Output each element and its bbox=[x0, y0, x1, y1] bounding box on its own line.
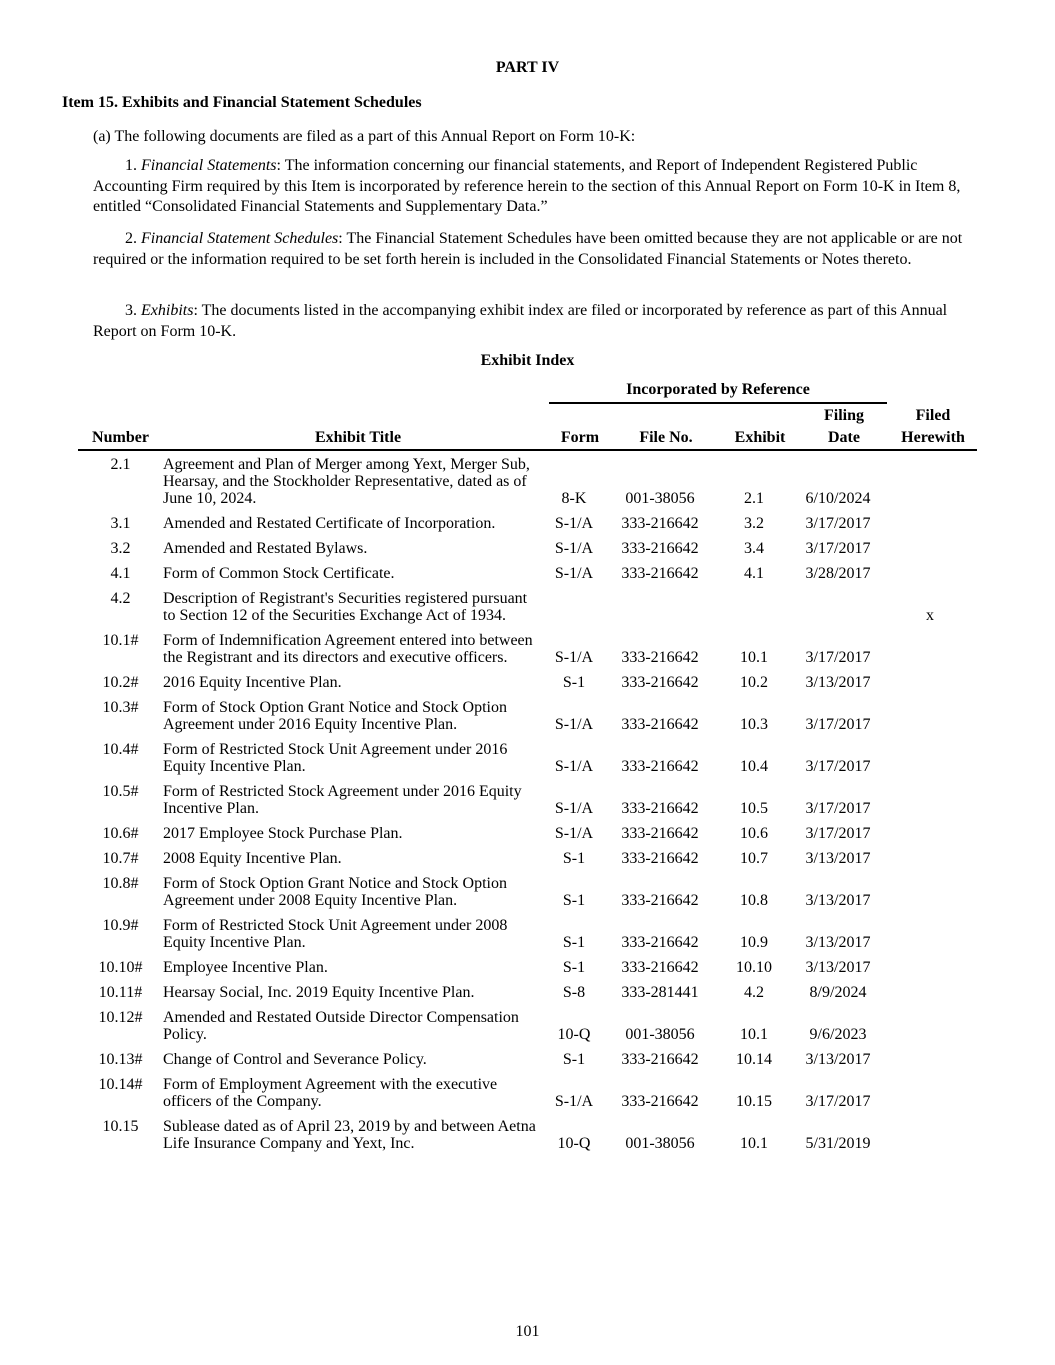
exhibit-filed-herewith bbox=[883, 847, 977, 872]
exhibit-filing-date: 3/17/2017 bbox=[805, 716, 871, 733]
exhibit-rows bbox=[78, 453, 977, 1157]
table-row bbox=[78, 738, 977, 780]
table-row bbox=[78, 696, 977, 738]
exhibit-title: Form of Stock Option Grant Notice and Stock Option Agreement under 2008 Equity Incentive Plan. bbox=[163, 875, 507, 909]
exhibit-filing-date: 3/28/2017 bbox=[805, 565, 871, 582]
exhibit-ref: 3.4 bbox=[744, 540, 764, 557]
exhibit-form: 10-Q bbox=[557, 1135, 591, 1152]
table-row bbox=[78, 537, 977, 562]
exhibit-number: 10.12# bbox=[98, 1009, 143, 1026]
exhibit-form: S-1/A bbox=[554, 800, 594, 817]
filing-date-line1: Filing bbox=[823, 407, 864, 424]
exhibit-title: 2016 Equity Incentive Plan. bbox=[163, 674, 342, 691]
exhibit-title: Employee Incentive Plan. bbox=[163, 959, 328, 976]
exhibit-number: 10.2# bbox=[102, 674, 139, 691]
table-row bbox=[78, 914, 977, 956]
exhibit-file-no: 333-216642 bbox=[621, 565, 699, 582]
exhibit-file-no: 333-216642 bbox=[621, 515, 699, 532]
intro-paragraph-exhibits bbox=[93, 301, 983, 342]
exhibit-filed-herewith bbox=[883, 1006, 977, 1048]
item-title: Item 15. Exhibits and Financial Statement Schedules bbox=[62, 94, 422, 111]
exhibits-table bbox=[78, 453, 977, 1157]
intro-paragraph-a bbox=[93, 127, 983, 148]
column-header-filed-herewith bbox=[889, 405, 977, 449]
exhibit-form: S-1/A bbox=[554, 1093, 594, 1110]
exhibit-number: 10.1# bbox=[102, 632, 139, 649]
exhibit-number: 10.11# bbox=[98, 984, 143, 1001]
exhibit-file-no: 333-216642 bbox=[621, 716, 699, 733]
exhibit-index-title: Exhibit Index bbox=[480, 352, 575, 369]
table-row bbox=[78, 587, 977, 629]
exhibit-filed-herewith bbox=[883, 629, 977, 671]
exhibit-filed-herewith bbox=[883, 696, 977, 738]
exhibit-file-no: 333-281441 bbox=[621, 984, 699, 1001]
exhibit-file-no: 333-216642 bbox=[621, 850, 699, 867]
table-row bbox=[78, 453, 977, 512]
table-row bbox=[78, 780, 977, 822]
exhibit-filed-herewith bbox=[883, 981, 977, 1006]
intro-a-text: (a) The following documents are filed as a part of this Annual Report on Form 10-K: bbox=[93, 128, 636, 145]
exhibit-form bbox=[543, 587, 605, 629]
exhibit-filed-herewith bbox=[883, 453, 977, 512]
exhibit-title: Sublease dated as of April 23, 2019 by and between Aetna Life Insurance Company and Yext, Inc. bbox=[163, 1118, 536, 1152]
exhibit-title: Form of Stock Option Grant Notice and Stock Option Agreement under 2016 Equity Incentive Plan. bbox=[163, 699, 507, 733]
exhibit-ref: 10.3 bbox=[740, 716, 768, 733]
exhibit-file-no: 333-216642 bbox=[621, 959, 699, 976]
exhibit-ref: 10.14 bbox=[736, 1051, 772, 1068]
exhibit-filing-date: 3/17/2017 bbox=[805, 1093, 871, 1110]
exhibit-form: S-1 bbox=[562, 1051, 586, 1068]
exhibit-filed-herewith bbox=[883, 956, 977, 981]
exhibit-file-no: 333-216642 bbox=[621, 1051, 699, 1068]
exhibit-ref: 10.7 bbox=[740, 850, 768, 867]
exhibit-filed-herewith bbox=[883, 512, 977, 537]
column-header-filing-date bbox=[799, 405, 889, 449]
exhibit-filed-herewith bbox=[883, 537, 977, 562]
exhibit-filing-date: 3/13/2017 bbox=[805, 959, 871, 976]
table-row bbox=[78, 981, 977, 1006]
exhibit-title: Form of Restricted Stock Unit Agreement under 2016 Equity Incentive Plan. bbox=[163, 741, 508, 775]
exhibit-ref: 10.9 bbox=[740, 934, 768, 951]
exhibit-file-no: 333-216642 bbox=[621, 892, 699, 909]
exhibit-form: S-1/A bbox=[554, 515, 594, 532]
p1-label: Financial Statements bbox=[141, 157, 277, 174]
exhibit-title: Form of Restricted Stock Unit Agreement under 2008 Equity Incentive Plan. bbox=[163, 917, 508, 951]
exhibit-number: 10.8# bbox=[102, 875, 139, 892]
exhibit-title: Form of Indemnification Agreement entered into between the Registrant and its directors and executive officers. bbox=[163, 632, 533, 666]
exhibit-file-no: 333-216642 bbox=[621, 540, 699, 557]
exhibit-form: S-1 bbox=[562, 850, 586, 867]
exhibit-filing-date: 3/17/2017 bbox=[805, 515, 871, 532]
exhibit-filing-date: 3/17/2017 bbox=[805, 649, 871, 666]
filed-herewith-line1: Filed bbox=[915, 407, 951, 424]
column-header-exhibit: Exhibit bbox=[734, 429, 786, 446]
exhibit-number: 10.9# bbox=[102, 917, 139, 934]
exhibit-title: Form of Employment Agreement with the executive officers of the Company. bbox=[163, 1076, 498, 1110]
exhibit-number: 3.1 bbox=[110, 515, 131, 532]
exhibit-filed-herewith bbox=[883, 671, 977, 696]
exhibit-title: Hearsay Social, Inc. 2019 Equity Incentive Plan. bbox=[163, 984, 475, 1001]
exhibit-ref: 10.15 bbox=[736, 1093, 772, 1110]
exhibit-filing-date bbox=[793, 587, 883, 629]
exhibit-file-no: 333-216642 bbox=[621, 825, 699, 842]
exhibit-number: 10.5# bbox=[102, 783, 139, 800]
exhibit-filed-herewith bbox=[883, 872, 977, 914]
exhibit-ref: 2.1 bbox=[744, 490, 764, 507]
column-header-exhibit-title: Exhibit Title bbox=[314, 429, 402, 446]
column-header-number: Number bbox=[92, 429, 149, 446]
table-row bbox=[78, 847, 977, 872]
exhibit-file-no: 001-38056 bbox=[625, 1026, 695, 1043]
exhibit-filing-date: 3/17/2017 bbox=[805, 758, 871, 775]
exhibit-title: Amended and Restated Bylaws. bbox=[163, 540, 368, 557]
p3-number: 3. bbox=[125, 302, 141, 319]
intro-paragraph-schedules bbox=[93, 229, 983, 270]
exhibit-title: Amended and Restated Outside Director Compensation Policy. bbox=[163, 1009, 519, 1043]
exhibit-ref: 10.8 bbox=[740, 892, 768, 909]
exhibit-filed-herewith bbox=[883, 780, 977, 822]
exhibit-file-no: 333-216642 bbox=[621, 758, 699, 775]
exhibit-number: 10.10# bbox=[98, 959, 143, 976]
exhibit-ref: 10.1 bbox=[740, 649, 768, 666]
page-number: 101 bbox=[515, 1323, 540, 1340]
p1-number: 1. bbox=[125, 157, 141, 174]
exhibit-number: 10.14# bbox=[98, 1076, 143, 1093]
exhibit-filed-herewith bbox=[883, 1115, 977, 1157]
exhibit-ref: 3.2 bbox=[744, 515, 764, 532]
exhibit-filing-date: 3/13/2017 bbox=[805, 850, 871, 867]
incorporated-by-reference-header: Incorporated by Reference bbox=[549, 380, 887, 404]
exhibit-file-no: 333-216642 bbox=[621, 1093, 699, 1110]
exhibit-ref: 4.2 bbox=[744, 984, 764, 1001]
exhibit-title: Amended and Restated Certificate of Incorporation. bbox=[163, 515, 496, 532]
exhibit-ref: 10.1 bbox=[740, 1135, 768, 1152]
exhibit-filed-herewith bbox=[883, 562, 977, 587]
part-title: PART IV bbox=[495, 59, 560, 76]
column-header-file-no: File No. bbox=[639, 429, 693, 446]
exhibit-number: 10.4# bbox=[102, 741, 139, 758]
exhibit-filed-herewith bbox=[883, 1048, 977, 1073]
exhibit-title: Description of Registrant's Securities registered pursuant to Section 12 of the Securities Exchange Act of 1934. bbox=[163, 590, 528, 624]
column-header-form: Form bbox=[560, 429, 600, 446]
exhibit-file-no: 333-216642 bbox=[621, 649, 699, 666]
p3-text: : The documents listed in the accompanying exhibit index are filed or incorporated by reference as part of this Annual Report on Form 10-K. bbox=[93, 302, 948, 340]
exhibit-title: Form of Common Stock Certificate. bbox=[163, 565, 395, 582]
exhibit-title: 2008 Equity Incentive Plan. bbox=[163, 850, 342, 867]
table-row bbox=[78, 1048, 977, 1073]
exhibit-number: 10.7# bbox=[102, 850, 139, 867]
exhibit-filed-herewith bbox=[883, 1073, 977, 1115]
exhibit-filing-date: 5/31/2019 bbox=[805, 1135, 871, 1152]
filing-date-line2: Date bbox=[828, 429, 860, 446]
exhibit-number: 10.3# bbox=[102, 699, 139, 716]
exhibit-form: S-1/A bbox=[554, 716, 594, 733]
p1-text: : The information concerning our financial statements, and Report of Independent Registered Public Accounting Firm required by this Item is incorporated by reference herein to the section of this Annual Report on Form 10-K in Item 8, entitled “Consolidated Financial Statements and Supplementary Data.” bbox=[93, 157, 961, 215]
exhibit-filing-date: 6/10/2024 bbox=[805, 490, 871, 507]
exhibit-form: 8-K bbox=[561, 490, 587, 507]
exhibit-ref: 10.5 bbox=[740, 800, 768, 817]
exhibit-filed-herewith bbox=[883, 914, 977, 956]
exhibit-filing-date: 3/17/2017 bbox=[805, 540, 871, 557]
exhibit-file-no: 001-38056 bbox=[625, 490, 695, 507]
exhibit-filed-herewith: x bbox=[926, 607, 934, 624]
table-row bbox=[78, 562, 977, 587]
exhibit-ref: 10.2 bbox=[740, 674, 768, 691]
exhibit-form: S-1 bbox=[562, 892, 586, 909]
exhibit-file-no: 333-216642 bbox=[621, 800, 699, 817]
exhibit-file-no bbox=[605, 587, 715, 629]
exhibit-filed-herewith bbox=[883, 822, 977, 847]
table-row bbox=[78, 1006, 977, 1048]
exhibit-ref: 10.4 bbox=[740, 758, 768, 775]
exhibit-ref: 4.1 bbox=[744, 565, 764, 582]
filed-herewith-line2: Herewith bbox=[901, 429, 965, 446]
exhibit-filing-date: 3/13/2017 bbox=[805, 892, 871, 909]
p2-text: : The Financial Statement Schedules have been omitted because they are not applicable or are not required or the information required to be set forth herein is included in the Consolidated Financial Statements or Notes thereto. bbox=[93, 230, 963, 268]
exhibit-title: Agreement and Plan of Merger among Yext, Merger Sub, Hearsay, and the Stockholder Representative, dated as of June 10, 2024. bbox=[163, 456, 530, 507]
exhibit-form: S-1 bbox=[562, 959, 586, 976]
exhibit-filing-date: 3/17/2017 bbox=[805, 800, 871, 817]
table-row bbox=[78, 822, 977, 847]
p2-number: 2. bbox=[125, 230, 141, 247]
table-row bbox=[78, 956, 977, 981]
exhibit-form: S-1 bbox=[562, 934, 586, 951]
exhibit-number: 2.1 bbox=[110, 456, 131, 473]
exhibit-ref: 10.6 bbox=[740, 825, 768, 842]
exhibit-filing-date: 3/13/2017 bbox=[805, 1051, 871, 1068]
table-row bbox=[78, 1073, 977, 1115]
header-divider bbox=[78, 449, 977, 451]
exhibit-number: 4.2 bbox=[110, 590, 131, 607]
exhibit-title: Change of Control and Severance Policy. bbox=[163, 1051, 427, 1068]
exhibit-form: S-1/A bbox=[554, 649, 594, 666]
exhibit-ref: 10.10 bbox=[736, 959, 772, 976]
exhibit-form: S-1/A bbox=[554, 540, 594, 557]
exhibit-file-no: 001-38056 bbox=[625, 1135, 695, 1152]
table-row bbox=[78, 512, 977, 537]
table-row bbox=[78, 1115, 977, 1157]
exhibit-ref bbox=[715, 587, 793, 629]
intro-paragraph-financial-statements bbox=[93, 156, 983, 218]
exhibit-file-no: 333-216642 bbox=[621, 934, 699, 951]
table-row bbox=[78, 671, 977, 696]
exhibit-form: S-1 bbox=[562, 674, 586, 691]
p3-label: Exhibits bbox=[141, 302, 194, 319]
exhibit-number: 4.1 bbox=[110, 565, 131, 582]
table-row bbox=[78, 872, 977, 914]
exhibit-title: 2017 Employee Stock Purchase Plan. bbox=[163, 825, 403, 842]
exhibit-number: 10.6# bbox=[102, 825, 139, 842]
exhibit-ref: 10.1 bbox=[740, 1026, 768, 1043]
exhibit-form: S-1/A bbox=[554, 825, 594, 842]
exhibit-form: S-1/A bbox=[554, 758, 594, 775]
exhibit-title: Form of Restricted Stock Agreement under 2016 Equity Incentive Plan. bbox=[163, 783, 522, 817]
exhibit-file-no: 333-216642 bbox=[621, 674, 699, 691]
table-row bbox=[78, 629, 977, 671]
exhibit-form: S-1/A bbox=[554, 565, 594, 582]
exhibit-number: 10.13# bbox=[98, 1051, 143, 1068]
exhibit-number: 10.15 bbox=[102, 1118, 139, 1135]
exhibit-filing-date: 3/13/2017 bbox=[805, 934, 871, 951]
p2-label: Financial Statement Schedules bbox=[141, 230, 339, 247]
exhibit-form: 10-Q bbox=[557, 1026, 591, 1043]
exhibit-filing-date: 3/13/2017 bbox=[805, 674, 871, 691]
exhibit-filing-date: 9/6/2023 bbox=[809, 1026, 867, 1043]
exhibit-filed-herewith bbox=[883, 738, 977, 780]
exhibit-number: 3.2 bbox=[110, 540, 131, 557]
exhibit-filing-date: 3/17/2017 bbox=[805, 825, 871, 842]
exhibit-form: S-8 bbox=[562, 984, 586, 1001]
exhibit-filing-date: 8/9/2024 bbox=[809, 984, 867, 1001]
